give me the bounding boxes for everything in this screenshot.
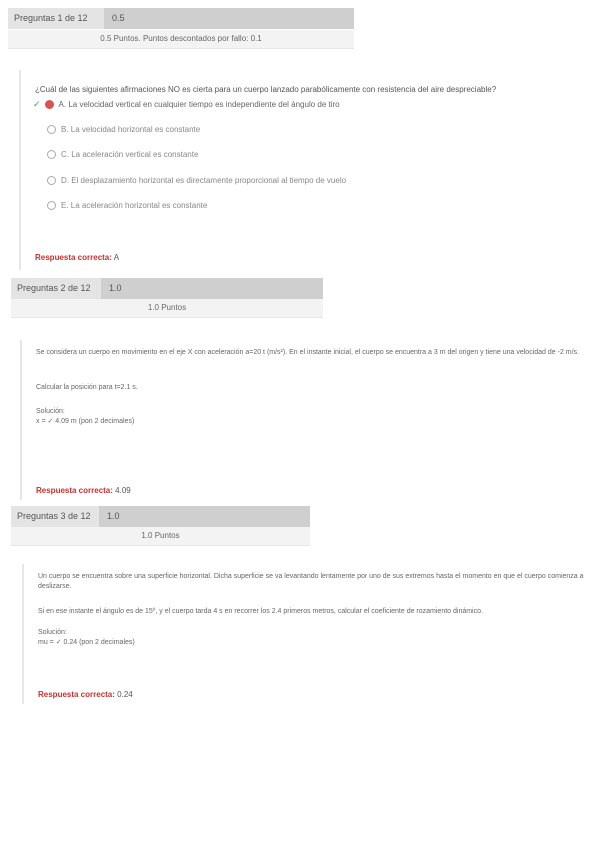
option-label: C. La aceleración vertical es constante [61,150,199,159]
question-card [20,340,594,500]
option-c[interactable] [47,150,198,159]
question-header [8,8,354,29]
correct-answer-value: A [113,253,120,262]
option-a[interactable] [33,99,340,110]
option-b[interactable] [47,125,200,134]
option-label: B. La velocidad horizontal es constante [61,125,201,134]
solution-label: Solución: [38,629,67,636]
option-label: A. La velocidad vertical en cualquier tiempo es independiente del ángulo de tiro [58,100,340,109]
question-header [11,506,310,527]
option-label: D. El desplazamiento horizontal es directamente proporcional al tiempo de vuelo [61,176,347,185]
question-scoring: 1.0 Puntos [11,527,310,546]
correct-answer-value: 0.24 [117,690,133,699]
solution-label: Solución: [36,408,65,415]
correct-answer-label: Respuesta correcta: [35,253,112,262]
question-points: 1.0 [101,278,323,299]
question-counter: Preguntas 1 de 12 [14,13,88,23]
option-d[interactable] [47,176,346,185]
question-points: 1.0 [99,506,310,527]
option-e[interactable] [47,201,207,210]
question-scoring: 1.0 Puntos [11,299,323,318]
question-text: Un cuerpo se encuentra sobre una superficie horizontal. Dicha superficie se va levantando lentamente por uno de sus extremos hasta el momento en que el cuerpo comienza a deslizarse. [38,573,584,590]
solution-input[interactable]: x = ✓ 4.09 m (pon 2 decimales) [36,418,135,425]
correct-answer-value: 4.09 [115,486,131,495]
radio-selected-icon[interactable] [45,100,54,109]
radio-icon[interactable] [47,150,56,159]
correct-answer-label: Respuesta correcta: [38,690,115,699]
question-prompt: Calcular la posición para t=2.1 s. [36,384,138,391]
question-scoring: 0.5 Puntos. Puntos descontados por fallo: 0.1 [8,30,354,49]
question-text: ¿Cuál de las siguientes afirmaciones NO es cierta para un cuerpo lanzado parabólicamente con resistencia del aire despreciable? [35,85,497,94]
question-card [22,564,594,704]
question-text: Se considera un cuerpo en movimiento en el eje X con aceleración a=20 t (m/s²). En el instante inicial, el cuerpo se encuentra a 3 m del origen y tiene una velocidad de -2 m/s. [36,349,579,356]
correct-answer [38,690,133,699]
question-counter: Preguntas 2 de 12 [17,283,91,293]
question-points: 0.5 [104,8,354,29]
question-counter: Preguntas 3 de 12 [17,511,91,521]
radio-icon[interactable] [47,176,56,185]
question-card [19,70,591,270]
question-prompt: Si en ese instante el ángulo es de 15º, y el cuerpo tarda 4 s en recorrer los 2.4 primeros metros, calcular el coeficiente de rozamiento dinámico. [38,608,483,615]
question-header [11,278,323,299]
solution-input[interactable]: mu = ✓ 0.24 (pon 2 decimales) [38,639,135,646]
radio-icon[interactable] [47,201,56,210]
option-label: E. La aceleración horizontal es constante [61,201,208,210]
check-icon: ✓ [33,99,41,109]
radio-icon[interactable] [47,125,56,134]
correct-answer-label: Respuesta correcta: [36,486,113,495]
correct-answer [35,253,119,262]
correct-answer [36,486,131,495]
